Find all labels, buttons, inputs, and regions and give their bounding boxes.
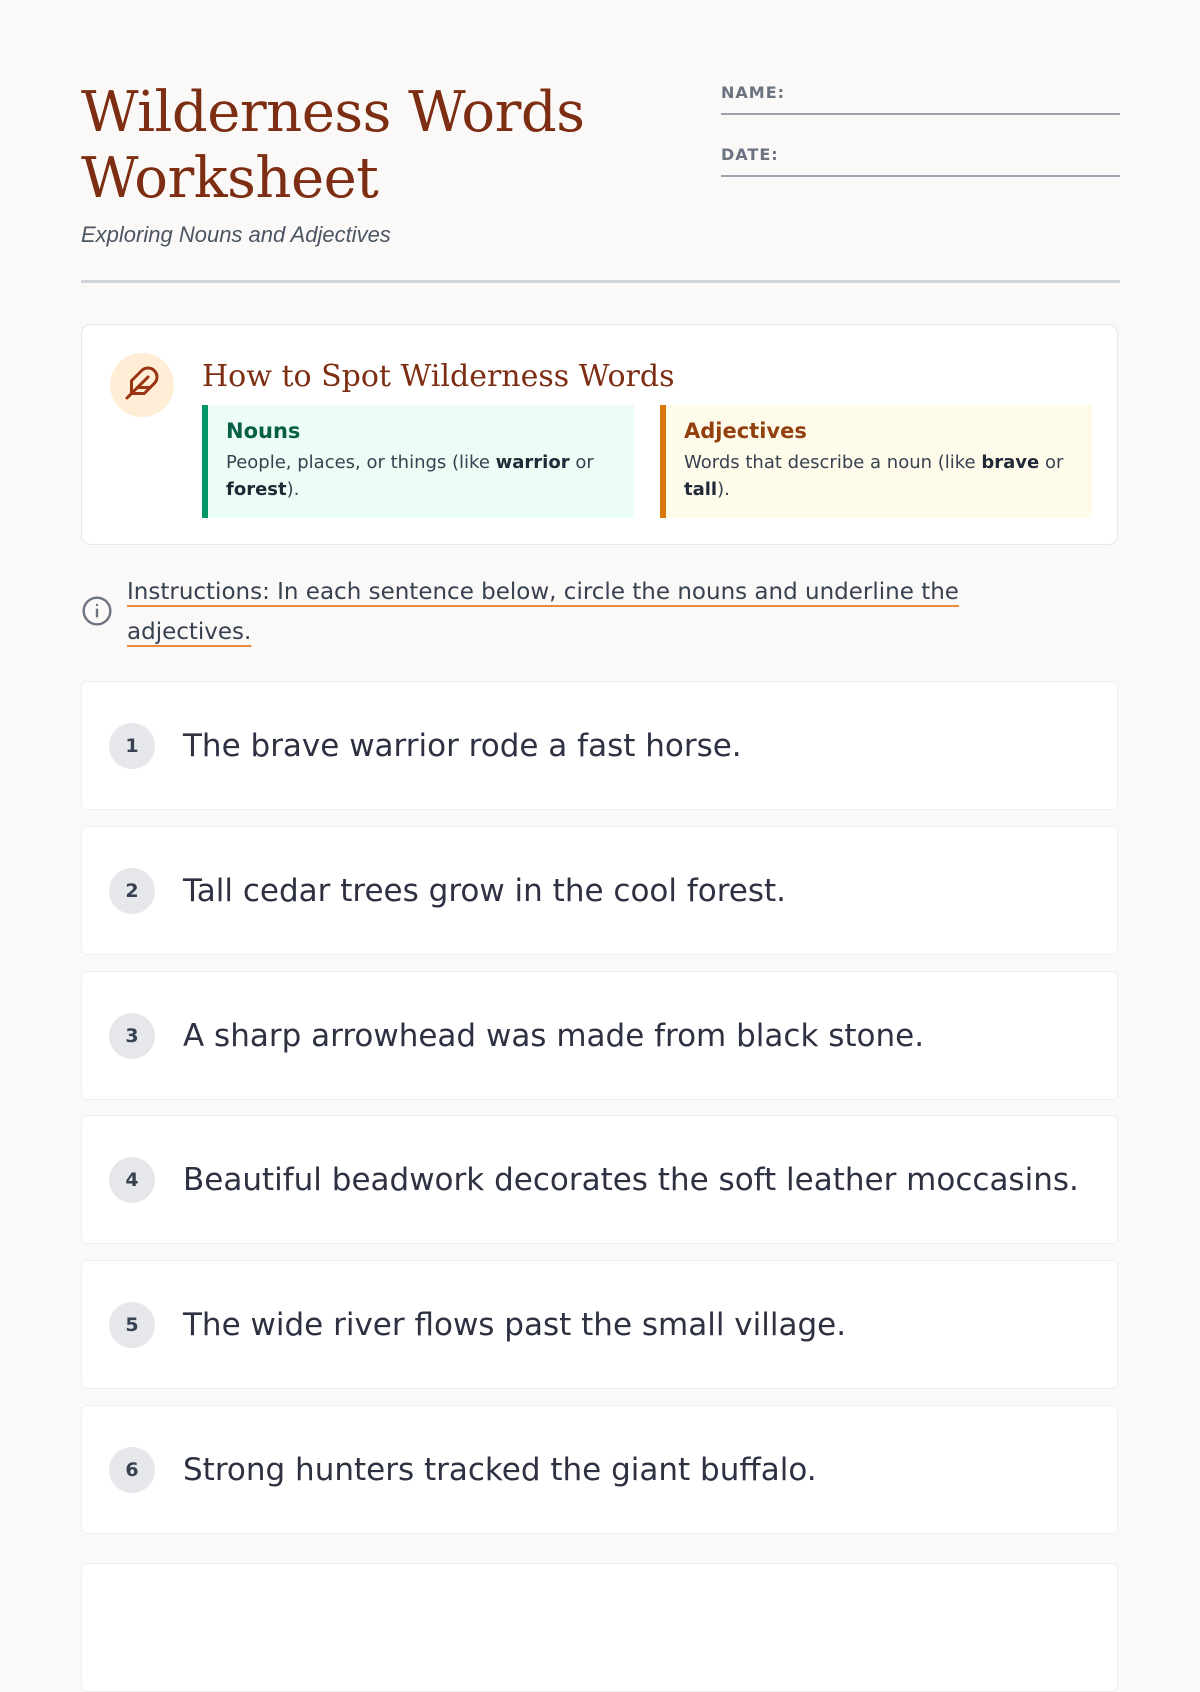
adjectives-heading: Adjectives bbox=[684, 419, 807, 443]
page-title: Wilderness Words Worksheet bbox=[81, 80, 585, 211]
sentence-text[interactable]: A sharp arrowhead was made from black stone. bbox=[183, 1018, 925, 1054]
nouns-definition bbox=[202, 405, 634, 518]
sentence-item-partial bbox=[81, 1563, 1118, 1692]
worksheet-page bbox=[81, 0, 1120, 1488]
nouns-description: People, places, or things (like warrior or forest). bbox=[226, 452, 594, 500]
sentence-text[interactable]: The brave warrior rode a fast horse. bbox=[183, 728, 742, 764]
sentence-number: 3 bbox=[109, 1013, 155, 1059]
sentence-item bbox=[81, 1115, 1118, 1244]
sentence-text[interactable]: The wide river flows past the small village. bbox=[183, 1307, 847, 1343]
sentence-text[interactable]: Tall cedar trees grow in the cool forest. bbox=[183, 873, 787, 909]
guide-icon-badge bbox=[110, 353, 174, 417]
name-field[interactable] bbox=[721, 80, 1120, 115]
noun-example-warrior: warrior bbox=[495, 452, 570, 473]
header-divider bbox=[81, 280, 1120, 283]
name-label: NAME: bbox=[721, 83, 786, 102]
adjectives-definition bbox=[660, 405, 1092, 518]
sentence-number: 6 bbox=[109, 1447, 155, 1493]
date-field[interactable] bbox=[721, 142, 1120, 177]
sentence-item bbox=[81, 1405, 1118, 1534]
instructions-text: Instructions: In each sentence below, circle the nouns and underline the adjectives. bbox=[127, 579, 959, 645]
adjective-example-brave: brave bbox=[981, 452, 1040, 473]
sentence-number: 1 bbox=[109, 723, 155, 769]
noun-example-forest: forest bbox=[226, 479, 287, 500]
student-info-fields bbox=[721, 80, 1120, 204]
feather-icon bbox=[124, 365, 160, 405]
sentence-number: 4 bbox=[109, 1157, 155, 1203]
date-label: DATE: bbox=[721, 145, 779, 164]
sentence-item bbox=[81, 1260, 1118, 1389]
sentence-text[interactable]: Beautiful beadwork decorates the soft leather moccasins. bbox=[183, 1162, 1079, 1198]
page-subtitle: Exploring Nouns and Adjectives bbox=[81, 222, 391, 247]
sentence-number: 5 bbox=[109, 1302, 155, 1348]
adjectives-description: Words that describe a noun (like brave or tall). bbox=[684, 452, 1064, 500]
sentence-item bbox=[81, 971, 1118, 1100]
sentence-item bbox=[81, 681, 1118, 810]
sentence-item bbox=[81, 826, 1118, 955]
sentence-text[interactable]: Strong hunters tracked the giant buffalo. bbox=[183, 1452, 817, 1488]
guide-title: How to Spot Wilderness Words bbox=[202, 359, 675, 394]
adjective-example-tall: tall bbox=[684, 479, 718, 500]
sentence-number: 2 bbox=[109, 868, 155, 914]
info-icon bbox=[81, 595, 113, 627]
instructions bbox=[81, 572, 1120, 652]
worksheet-header bbox=[81, 0, 1120, 284]
nouns-heading: Nouns bbox=[226, 419, 301, 443]
guide-card bbox=[81, 324, 1118, 545]
